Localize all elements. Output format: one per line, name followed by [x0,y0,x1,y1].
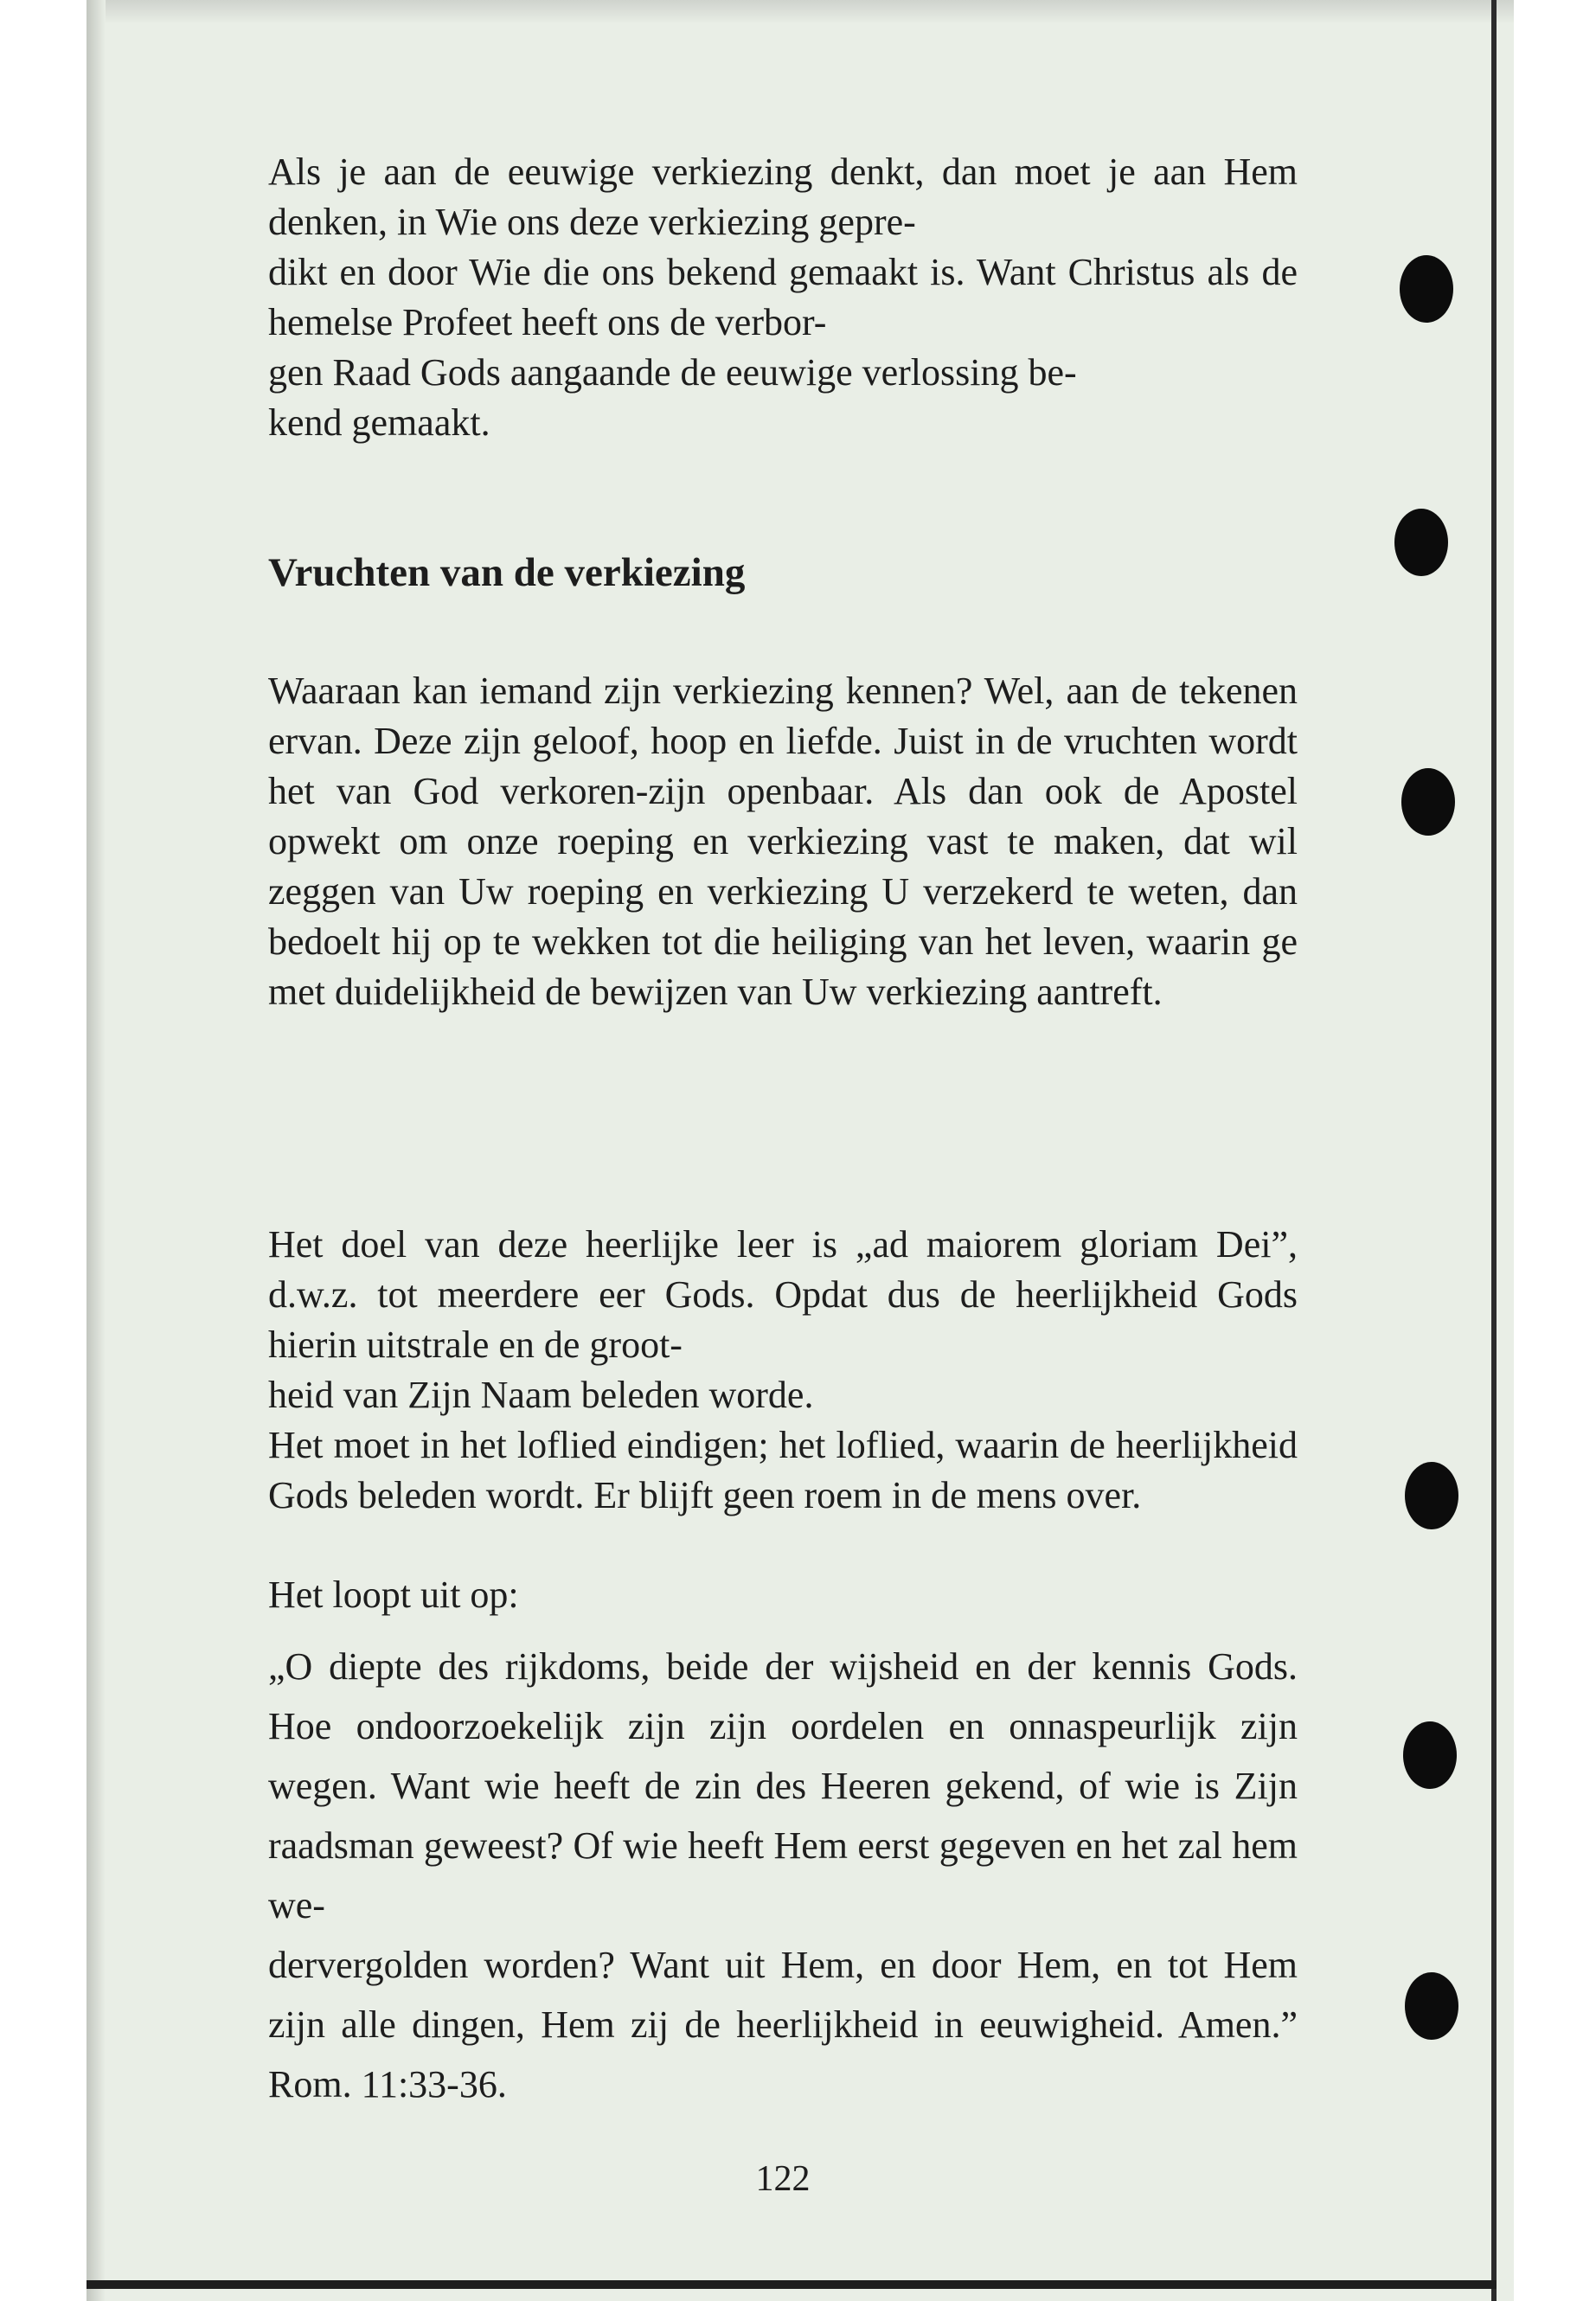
paragraph-praise: Het moet in het loflied eindigen; het loflied, waarin de heerlijkheid Gods beleden wordt. Er blijft geen roem in de mens over. [268,1424,1298,1516]
paragraph-quotation: „O diepte des rijkdoms, beide der wijsheid en der kennis Gods. Hoe ondoorzoekelijk zijn zijn oordelen en onnaspeurlijk zijn wegen. Want wie heeft de zin des Heeren gekend, of wie is Zijn raadsman geweest? Of wie heeft Hem eerst gegeven en het zal hem we- dervergolden worden? Want uit Hem, en door Hem, en tot Hem zijn alle dingen, Hem zij de heerlijkheid in eeuwigheid. Amen.” Rom. 11:33-36. [268,1645,1298,2106]
paragraph-fruits: Waaraan kan iemand zijn verkiezing kennen? Wel, aan de tekenen ervan. Deze zijn geloof, hoop en liefde. Juist in de vruchten wordt het van God verkoren-zijn openbaar. Als dan ook de Apostel opwekt om onze roeping en verkiezing vast te maken, dat wil zeggen van Uw roeping en verkiezing U verzekerd te weten, dan bedoelt hij op te wekken tot die heiliging van het leven, waarin ge met duidelijkheid de bewijzen van Uw verkiezing aantreft. [268,670,1298,1013]
punch-hole [1401,768,1455,836]
paragraph-leadin: Het loopt uit op: [268,1574,519,1616]
page-bottom-edge [87,2280,1497,2289]
punch-hole [1405,1462,1458,1529]
paragraph-purpose: Het doel van deze heerlijke leer is „ad maiorem gloriam Dei”, d.w.z. tot meerdere eer Gods. Opdat dus de heerlijkheid Gods hierin uitstrale en de groot- heid van Zijn Naam beleden worde. [268,1223,1298,1416]
paragraph-election-intro: Als je aan de eeuwige verkiezing denkt, dan moet je aan Hem denken, in Wie ons deze verkiezing gepre- dikt en door Wie die ons bekend gemaakt is. Want Christus als de hemelse Profeet heeft ons de verbor- gen Raad Gods aangaande de eeuwige verlossing be- kend gemaakt. [268,151,1298,444]
section-heading: Vruchten van de verkiezing [268,550,746,595]
punch-hole [1394,509,1448,576]
page-left-shadow [87,0,106,2301]
page-right-edge [1491,0,1497,2301]
punch-hole [1403,1721,1457,1789]
punch-hole [1405,1972,1458,2040]
page-top-edge [87,0,1514,24]
punch-hole [1400,255,1453,323]
page-number: 122 [755,2159,811,2199]
